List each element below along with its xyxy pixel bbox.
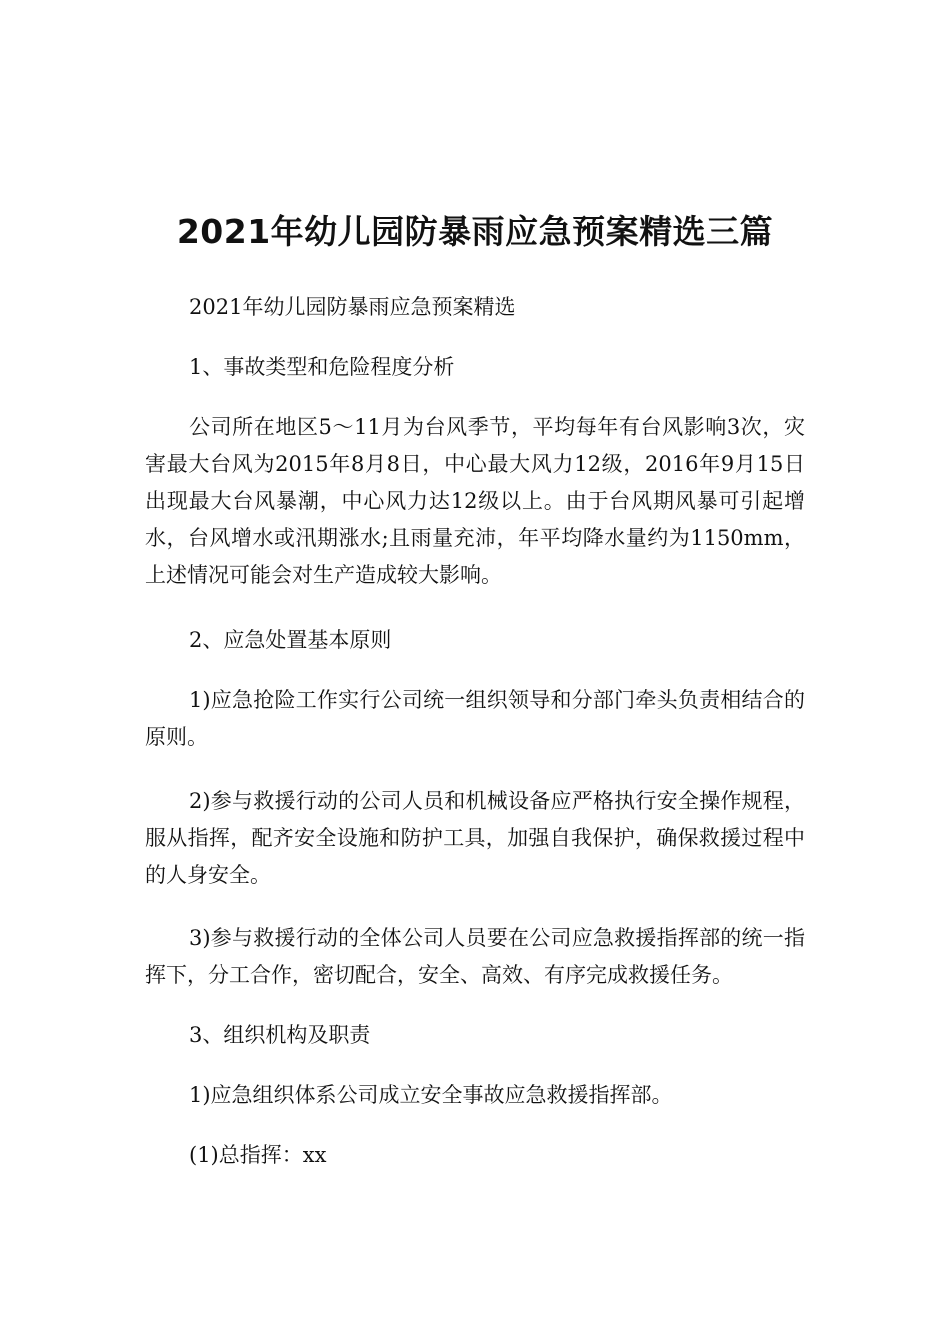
paragraph-section-3-heading: 3、组织机构及职责 [189,1023,371,1047]
paragraph-principle-2: 2)参与救援行动的公司人员和机械设备应严格执行安全操作规程，服从指挥，配齐安全设施和防护工具，加强自我保护，确保救援过程中的人身安全。 [145,789,805,887]
paragraph-principle-3: 3)参与救援行动的全体公司人员要在公司应急救援指挥部的统一指挥下，分工合作，密切配合，安全、高效、有序完成救援任务。 [145,926,805,987]
paragraph-risk-analysis: 公司所在地区5～11月为台风季节，平均每年有台风影响3次，灾害最大台风为2015年8月8日，中心最大风力12级，2016年9月15日出现最大台风暴潮，中心风力达12级以上。由于台风期风暴可引起增水，台风增水或汛期涨水;且雨量充沛，年平均降水量约为1150mm，上述情况可能会对生产造成较大影响。 [145,415,805,587]
paragraph-commander: (1)总指挥：xx [189,1143,327,1167]
paragraph-principle-1: 1)应急抢险工作实行公司统一组织领导和分部门牵头负责相结合的原则。 [145,688,805,749]
paragraph-organization-1: 1)应急组织体系公司成立安全事故应急救援指挥部。 [189,1083,673,1107]
document-title: 2021年幼儿园防暴雨应急预案精选三篇 [176,212,774,251]
paragraph-section-1-heading: 1、事故类型和危险程度分析 [189,355,455,379]
paragraph-section-2-heading: 2、应急处置基本原则 [189,628,392,652]
paragraph-subtitle: 2021年幼儿园防暴雨应急预案精选 [189,295,516,319]
